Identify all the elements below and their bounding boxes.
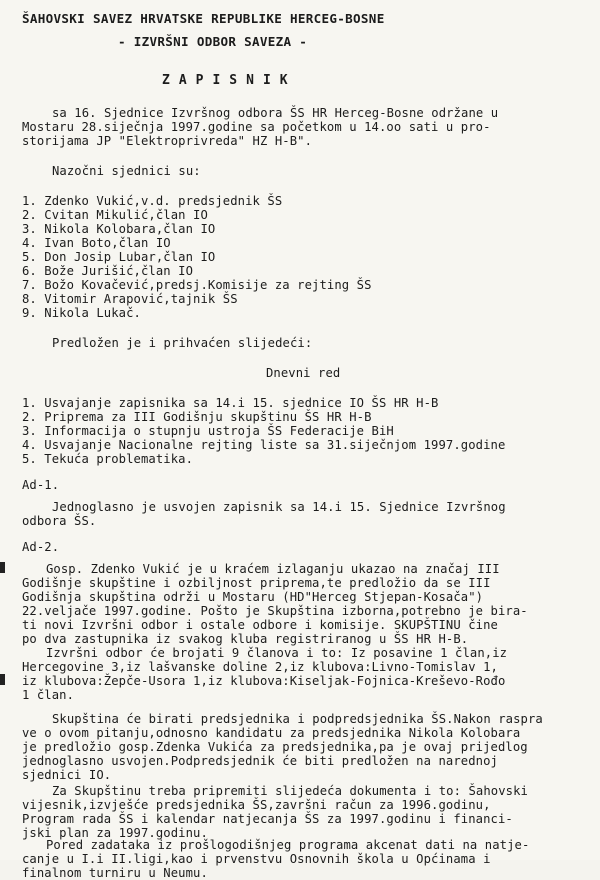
agenda-item: 4. Usvajanje Nacionalne rejting liste sa 31.siječnjom 1997.godine bbox=[22, 438, 506, 452]
proposed-text: Predložen je i prihvaćen slijedeći: bbox=[52, 336, 313, 350]
ad2-line: Gosp. Zdenko Vukić je u kraćem izlaganju ukazao na značaj III bbox=[46, 562, 500, 576]
ad2-line: je predložio gosp.Zdenka Vukića za predsjednika,pa je ovaj prijedlog bbox=[22, 740, 528, 754]
attendee-item: 6. Bože Jurišić,član IO bbox=[22, 264, 194, 278]
ad2-line: finalnom turniru u Neumu. bbox=[22, 866, 208, 880]
ad2-line: Za Skupštinu treba pripremiti slijedeća dokumenta i to: Šahovski bbox=[52, 784, 528, 798]
board-header: - IZVRŠNI ODBOR SAVEZA - bbox=[118, 34, 308, 49]
agenda-item: 2. Priprema za III Godišnju skupštinu ŠS HR H-B bbox=[22, 410, 372, 424]
ad2-line: Godišnje skupštine i ozbiljnost priprema,te predložio da se III bbox=[22, 576, 491, 590]
present-label: Nazočni sjednici su: bbox=[52, 164, 201, 178]
agenda-item: 5. Tekuća problematika. bbox=[22, 452, 194, 466]
attendee-item: 2. Cvitan Mikulić,član IO bbox=[22, 208, 208, 222]
ad2-line: jski plan za 1997.godinu. bbox=[22, 826, 208, 840]
attendee-item: 1. Zdenko Vukić,v.d. predsjednik ŠS bbox=[22, 194, 283, 208]
attendee-item: 4. Ivan Boto,član IO bbox=[22, 236, 171, 250]
ad1-line: odbora ŠS. bbox=[22, 514, 97, 528]
ad2-line: 22.veljače 1997.godine. Pošto je Skupština izborna,potrebno je bira- bbox=[22, 604, 528, 618]
ad2-line: 1 član. bbox=[22, 688, 75, 702]
agenda-item: 1. Usvajanje zapisnika sa 14.i 15. sjednice IO ŠS HR H-B bbox=[22, 396, 439, 410]
attendee-item: 7. Božo Kovačević,predsj.Komisije za rejting ŠS bbox=[22, 278, 372, 292]
ad2-line: ve o ovom pitanju,odnosno kandidatu za predsjednika Nikola Kolobara bbox=[22, 726, 521, 740]
intro-line: storijama JP "Elektroprivreda" HZ H-B". bbox=[22, 134, 313, 148]
ad2-label: Ad-2. bbox=[22, 540, 60, 554]
ad2-line: vijesnik,izvješće predsjednika ŠS,završni račun za 1996.godinu, bbox=[22, 798, 491, 812]
ad2-line: po dva zastupnika iz svakog kluba registriranog u ŠS HR H-B. bbox=[22, 632, 469, 646]
attendee-item: 8. Vitomir Arapović,tajnik ŠS bbox=[22, 292, 238, 306]
org-header: ŠAHOVSKI SAVEZ HRVATSKE REPUBLIKE HERCEG-BOSNE bbox=[22, 11, 385, 26]
ad1-line: Jednoglasno je usvojen zapisnik sa 14.i 15. Sjednice Izvršnog bbox=[52, 500, 506, 514]
ad2-line: Izvršni odbor će brojati 9 članova i to: Iz posavine 1 član,iz bbox=[46, 646, 508, 660]
ad2-line: jednoglasno usvojen.Podpredsjednik će biti predložen na narednoj bbox=[22, 754, 498, 768]
ad2-line: Program rada ŠS i kalendar natjecanja ŠS za 1997.godinu i financi- bbox=[22, 812, 513, 826]
ad2-line: ti novi Izvršni odbor i ostale odbore i komisije. SKUPŠTINU čine bbox=[22, 618, 498, 632]
attendee-item: 3. Nikola Kolobara,član IO bbox=[22, 222, 216, 236]
document-title: ZAPISNIK bbox=[162, 73, 297, 88]
ad2-line: Hercegovine 3,iz lašvanske doline 2,iz klubova:Livno-Tomislav 1, bbox=[22, 660, 498, 674]
agenda-item: 3. Informacija o stupnju ustroja ŠS Federacije BiH bbox=[22, 424, 394, 438]
agenda-title: Dnevni red bbox=[266, 366, 341, 380]
ad2-line: Godišnja skupština održi u Mostaru (HD"Herceg Stjepan-Kosača") bbox=[22, 590, 484, 604]
ad2-line: canje u I.i II.ligi,kao i prvenstvu Osnovnih škola u Općinama i bbox=[22, 852, 491, 866]
intro-line: Mostaru 28.siječnja 1997.godine sa početkom u 14.oo sati u pro- bbox=[22, 120, 491, 134]
margin-mark bbox=[0, 562, 5, 573]
attendee-item: 5. Don Josip Lubar,član IO bbox=[22, 250, 216, 264]
ad2-line: iz klubova:Žepče-Usora 1,iz klubova:Kiseljak-Fojnica-Kreševo-Rođo bbox=[22, 674, 506, 688]
ad2-line: Pored zadataka iz prošlogodišnjeg programa akcenat dati na natje- bbox=[46, 838, 530, 852]
ad2-line: Skupština će birati predsjednika i podpredsjednika ŠS.Nakon raspra bbox=[52, 712, 543, 726]
margin-mark bbox=[0, 674, 5, 685]
ad1-label: Ad-1. bbox=[22, 478, 60, 492]
attendee-item: 9. Nikola Lukač. bbox=[22, 306, 141, 320]
intro-line: sa 16. Sjednice Izvršnog odbora ŠS HR Herceg-Bosne održane u bbox=[52, 106, 499, 120]
ad2-line: sjednici IO. bbox=[22, 768, 112, 782]
